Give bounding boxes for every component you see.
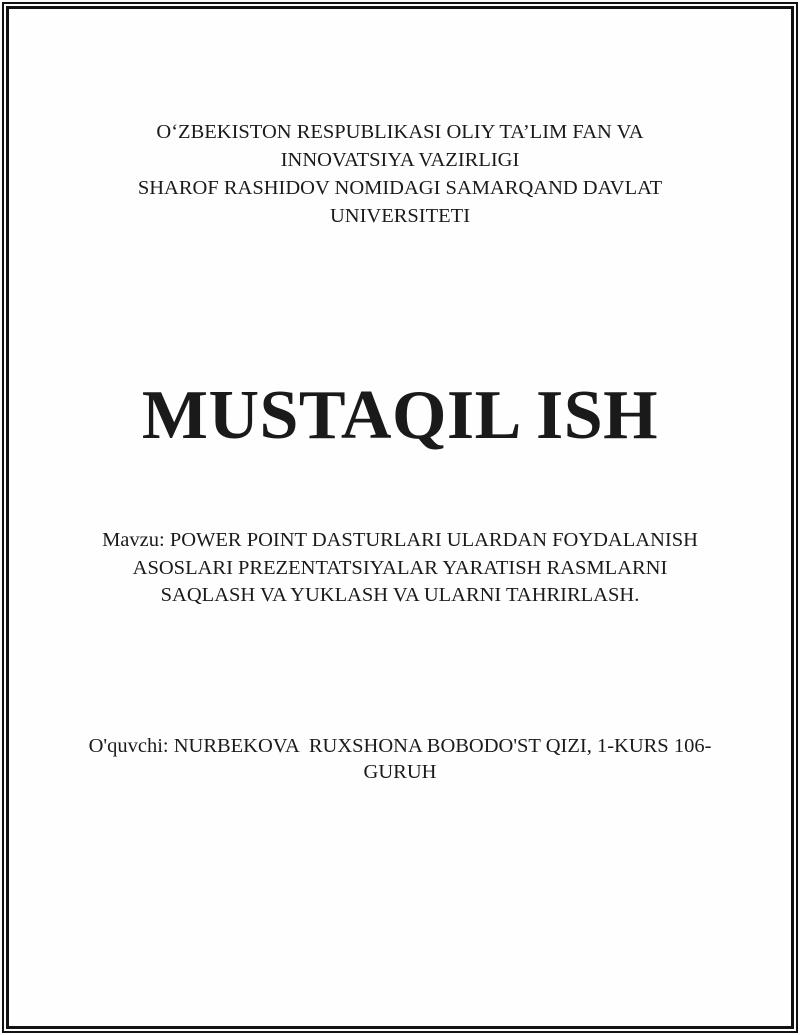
document-title: MUSTAQIL ISH — [141, 377, 659, 454]
student-line: O'quvchi: NURBEKOVA RUXSHONA BOBODO'ST QIZI, 1-KURS 106- — [88, 735, 712, 757]
header-line: INNOVATSIYA VAZIRLIGI — [280, 149, 520, 171]
header-line: SHAROF RASHIDOV NOMIDAGI SAMARQAND DAVLAT — [137, 177, 663, 199]
topic-line: ASOSLARI PREZENTATSIYALAR YARATISH RASMLARNI — [132, 556, 668, 579]
university-header — [40, 118, 760, 230]
header-line: UNIVERSITETI — [329, 205, 471, 227]
header-line: O‘ZBEKISTON RESPUBLIKASI OLIY TA’LIM FAN VA — [156, 121, 644, 143]
topic-line: SAQLASH VA YUKLASH VA ULARNI TAHRIRLASH. — [160, 584, 640, 606]
student-block — [40, 733, 760, 785]
student-line: GURUH — [363, 761, 437, 783]
topic-block — [70, 527, 730, 610]
topic-line: Mavzu: POWER POINT DASTURLARI ULARDAN FOYDALANISH — [102, 529, 698, 551]
